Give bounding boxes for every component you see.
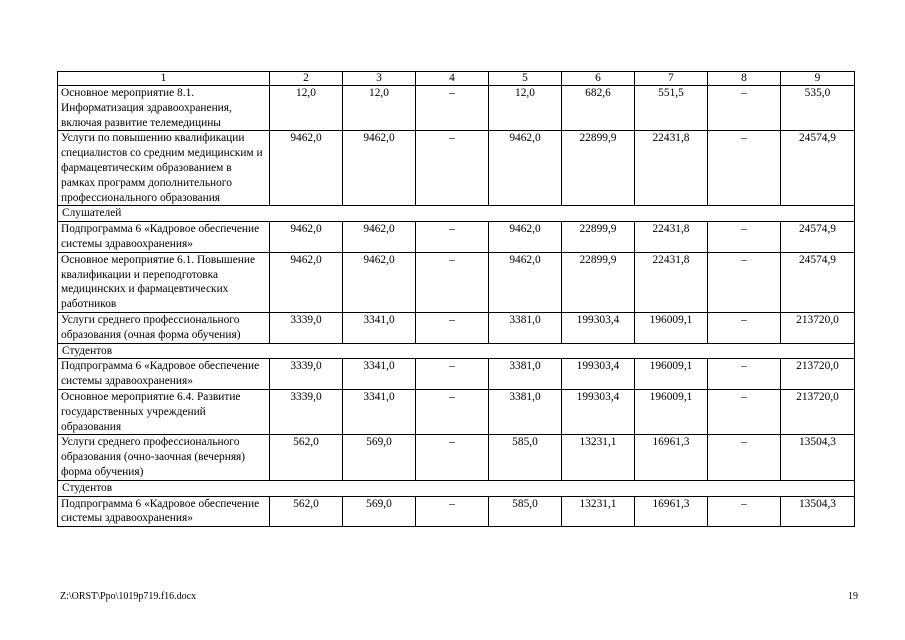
value-cell: 22899,9 bbox=[562, 222, 635, 253]
value-cell: – bbox=[416, 222, 489, 253]
value-cell: – bbox=[708, 222, 781, 253]
table-row bbox=[58, 359, 855, 390]
value-cell: 22899,9 bbox=[562, 131, 635, 206]
unit-row bbox=[58, 206, 855, 222]
value-cell: 9462,0 bbox=[489, 131, 562, 206]
table-row bbox=[58, 86, 855, 131]
value-cell: – bbox=[416, 312, 489, 343]
value-cell: 9462,0 bbox=[270, 252, 343, 312]
value-cell: – bbox=[416, 86, 489, 131]
value-cell: 22431,8 bbox=[635, 131, 708, 206]
value-cell: 196009,1 bbox=[635, 389, 708, 434]
value-cell: 3341,0 bbox=[343, 312, 416, 343]
value-cell: 24574,9 bbox=[781, 222, 855, 253]
value-cell: – bbox=[708, 389, 781, 434]
row-name: Основное мероприятие 6.1. Повышение квалификации и переподготовка медицинских и фармацевтических работников bbox=[58, 252, 270, 312]
value-cell: 213720,0 bbox=[781, 312, 855, 343]
value-cell: – bbox=[708, 312, 781, 343]
col-header: 4 bbox=[416, 72, 489, 86]
row-name: Подпрограмма 6 «Кадровое обеспечение системы здравоохранения» bbox=[58, 222, 270, 253]
row-name: Услуги среднего профессионального образования (очная форма обучения) bbox=[58, 312, 270, 343]
row-name: Подпрограмма 6 «Кадровое обеспечение системы здравоохранения» bbox=[58, 496, 270, 527]
value-cell: – bbox=[708, 359, 781, 390]
col-header: 1 bbox=[58, 72, 270, 86]
value-cell: – bbox=[708, 496, 781, 527]
value-cell: – bbox=[708, 252, 781, 312]
value-cell: – bbox=[416, 435, 489, 480]
row-name: Основное мероприятие 6.4. Развитие государственных учреждений образования bbox=[58, 389, 270, 434]
value-cell: 585,0 bbox=[489, 435, 562, 480]
unit-row bbox=[58, 480, 855, 496]
value-cell: – bbox=[416, 389, 489, 434]
value-cell: 3381,0 bbox=[489, 389, 562, 434]
table-row bbox=[58, 496, 855, 527]
value-cell: 213720,0 bbox=[781, 359, 855, 390]
value-cell: 3341,0 bbox=[343, 389, 416, 434]
unit-label: Студентов bbox=[58, 480, 855, 496]
header-row bbox=[58, 72, 855, 86]
value-cell: 9462,0 bbox=[489, 252, 562, 312]
col-header: 9 bbox=[781, 72, 855, 86]
value-cell: 13504,3 bbox=[781, 496, 855, 527]
table-row bbox=[58, 131, 855, 206]
value-cell: – bbox=[708, 131, 781, 206]
value-cell: 199303,4 bbox=[562, 359, 635, 390]
value-cell: 3339,0 bbox=[270, 389, 343, 434]
col-header: 6 bbox=[562, 72, 635, 86]
table-row bbox=[58, 222, 855, 253]
row-name: Подпрограмма 6 «Кадровое обеспечение системы здравоохранения» bbox=[58, 359, 270, 390]
value-cell: 9462,0 bbox=[343, 222, 416, 253]
table-row bbox=[58, 435, 855, 480]
col-header: 2 bbox=[270, 72, 343, 86]
col-header: 5 bbox=[489, 72, 562, 86]
col-header: 8 bbox=[708, 72, 781, 86]
value-cell: 12,0 bbox=[343, 86, 416, 131]
value-cell: 551,5 bbox=[635, 86, 708, 131]
table-row bbox=[58, 252, 855, 312]
value-cell: 22899,9 bbox=[562, 252, 635, 312]
table-row bbox=[58, 389, 855, 434]
value-cell: – bbox=[416, 252, 489, 312]
value-cell: 3381,0 bbox=[489, 359, 562, 390]
page-number: 19 bbox=[848, 591, 858, 602]
value-cell: – bbox=[416, 496, 489, 527]
unit-label: Студентов bbox=[58, 343, 855, 359]
value-cell: 199303,4 bbox=[562, 389, 635, 434]
value-cell: 13231,1 bbox=[562, 435, 635, 480]
value-cell: 12,0 bbox=[270, 86, 343, 131]
value-cell: 199303,4 bbox=[562, 312, 635, 343]
value-cell: – bbox=[708, 86, 781, 131]
value-cell: – bbox=[708, 435, 781, 480]
value-cell: 3339,0 bbox=[270, 312, 343, 343]
value-cell: 535,0 bbox=[781, 86, 855, 131]
value-cell: 9462,0 bbox=[343, 252, 416, 312]
value-cell: 569,0 bbox=[343, 496, 416, 527]
row-name: Услуги среднего профессионального образования (очно-заочная (вечерняя) форма обучения) bbox=[58, 435, 270, 480]
value-cell: 682,6 bbox=[562, 86, 635, 131]
value-cell: – bbox=[416, 359, 489, 390]
row-name: Услуги по повышению квалификации специалистов со средним медицинским и фармацевтическим образованием в рамках программ дополнительного профессионального образования bbox=[58, 131, 270, 206]
unit-label: Слушателей bbox=[58, 206, 855, 222]
value-cell: 9462,0 bbox=[343, 131, 416, 206]
unit-row bbox=[58, 343, 855, 359]
table-row bbox=[58, 312, 855, 343]
value-cell: 3339,0 bbox=[270, 359, 343, 390]
value-cell: 196009,1 bbox=[635, 312, 708, 343]
value-cell: 16961,3 bbox=[635, 496, 708, 527]
value-cell: – bbox=[416, 131, 489, 206]
value-cell: 213720,0 bbox=[781, 389, 855, 434]
row-name: Основное мероприятие 8.1. Информатизация здравоохранения, включая развитие телемедицины bbox=[58, 86, 270, 131]
value-cell: 13504,3 bbox=[781, 435, 855, 480]
value-cell: 3381,0 bbox=[489, 312, 562, 343]
col-header: 7 bbox=[635, 72, 708, 86]
value-cell: 9462,0 bbox=[489, 222, 562, 253]
value-cell: 562,0 bbox=[270, 435, 343, 480]
value-cell: 22431,8 bbox=[635, 222, 708, 253]
value-cell: 562,0 bbox=[270, 496, 343, 527]
value-cell: 9462,0 bbox=[270, 131, 343, 206]
file-path: Z:\ORST\Ppo\1019p719.f16.docx bbox=[60, 591, 197, 602]
value-cell: 24574,9 bbox=[781, 252, 855, 312]
value-cell: 22431,8 bbox=[635, 252, 708, 312]
value-cell: 24574,9 bbox=[781, 131, 855, 206]
value-cell: 16961,3 bbox=[635, 435, 708, 480]
value-cell: 569,0 bbox=[343, 435, 416, 480]
value-cell: 196009,1 bbox=[635, 359, 708, 390]
value-cell: 13231,1 bbox=[562, 496, 635, 527]
budget-table bbox=[57, 71, 855, 527]
col-header: 3 bbox=[343, 72, 416, 86]
value-cell: 12,0 bbox=[489, 86, 562, 131]
value-cell: 3341,0 bbox=[343, 359, 416, 390]
value-cell: 585,0 bbox=[489, 496, 562, 527]
value-cell: 9462,0 bbox=[270, 222, 343, 253]
